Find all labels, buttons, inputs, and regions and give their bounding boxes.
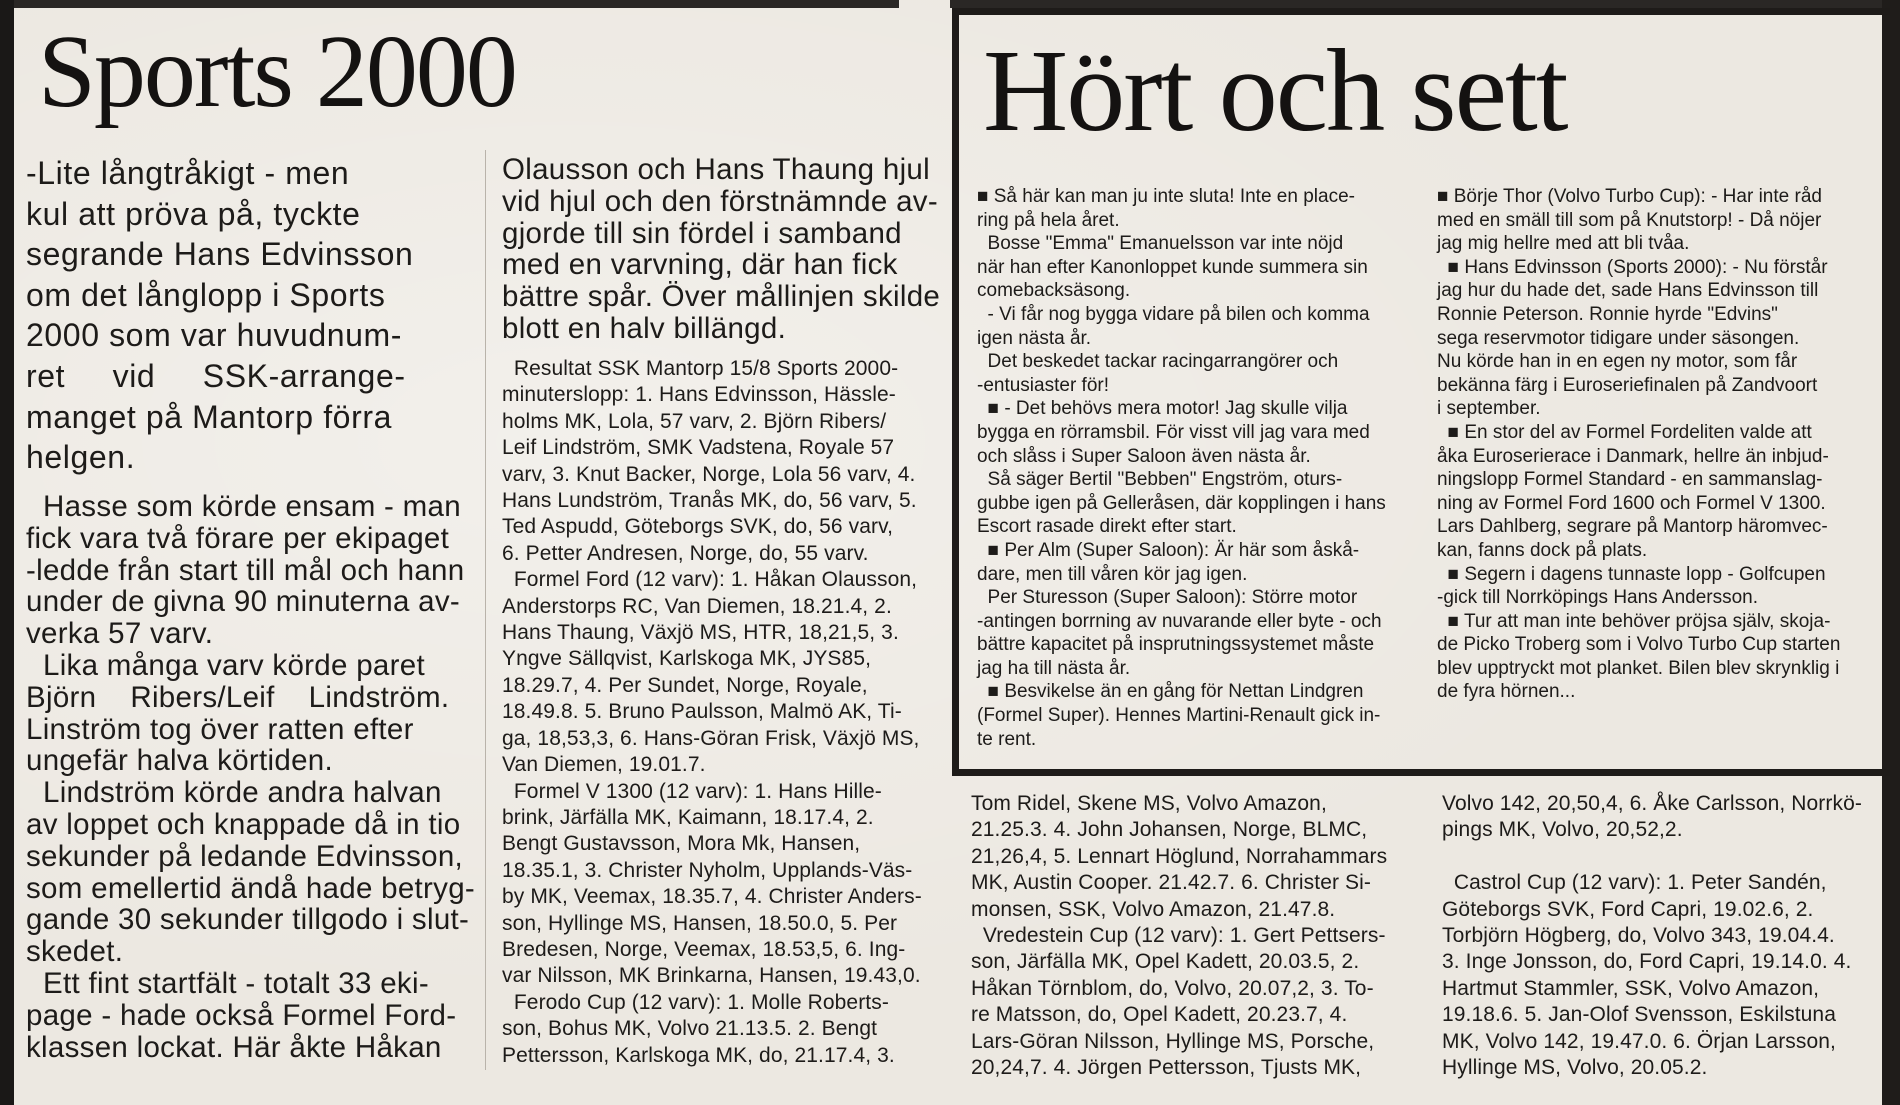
race-results-col4: Volvo 142, 20,50,4, 6. Åke Carlsson, Norrkö- pings MK, Volvo, 20,52,2. Castrol Cup (12 varv): 1. Peter Sandén, Göteborgs SVK, Ford Capri, 19.02.6, 2. Torbjörn Högberg, do, Volvo 343, 19.04.4. 3. Inge Jonsson, do, Ford Capri, 19.14.0. 4. Hartmut Stammler, SSK, Volvo Amazon, 19.18.6. 5. Jan-Olof Svensson, Eskilstuna MK, Volvo 142, 19.47.0. 6. Örjan Larsson, Hyllinge MS, Volvo, 20.05.2. — [1442, 792, 1862, 1080]
race-results-col3: Tom Ridel, Skene MS, Volvo Amazon, 21.25.3. 4. John Johansen, Norge, BLMC, 21,26,4, 5. Lennart Höglund, Norrahammars MK, Austin Cooper. 21.42.7. 6. Christer Si- monsen, SSK, Volvo Amazon, 21.47.8. Vredestein Cup (12 varv): 1. Gert Pettsers- son, Järfälla MK, Opel Kadett, 20.03.5, 2. Håkan Törnblom, do, Volvo, 20.07,2, 3. To- re Matsson, do, Opel Kadett, 20.23.7, 4. Lars-Göran Nilsson, Hyllinge MS, Porsche, 20,24,7. 4. Jörgen Pettersson, Tjusts MK, — [971, 792, 1388, 1080]
hort-och-sett-headline: Hört och sett — [983, 25, 1567, 156]
sports-2000-headline: Sports 2000 — [38, 14, 516, 129]
top-rule-right — [950, 0, 1900, 8]
article-body-col2: Olausson och Hans Thaung hjul vid hjul och den förstnämnde av- gjorde till sin fördel i samband med en varvning, där han fick bättre spår. Över mållinjen skilde blott en halv billängd. — [502, 153, 941, 345]
top-rule-left — [14, 0, 899, 8]
article-body-col1: Hasse som körde ensam - man fick vara två förare per ekipaget -ledde från start till mål och hann under de givna 90 minuterna av- verka 57 varv. Lika många varv körde paret Björn Ribers/Leif Lindström. Linström tog över ratten efter ungefär halva körtiden. Lindström körde andra halvan av loppet och knappade då in tio sekunder på ledande Edvinsson, som emellertid ändå hade betryg- gande 30 sekunder tillgodo i slut- skedet. Ett fint startfält - totalt 33 eki- page - hade också Formel Ford- klassen lockat. Här åkte Håkan — [26, 490, 476, 1064]
hort-och-sett-col1: ■ Så här kan man ju inte sluta! Inte en place- ring på hela året. Bosse "Emma" Emanuelsson var inte nöjd när han efter Kanonloppet kunde summera sin comebacksäsong. - Vi får nog bygga vidare på bilen och komma igen nästa år. Det beskedet tackar racingarrangörer och -entusiaster för! ■ - Det behövs mera motor! Jag skulle vilja bygga en rörramsbil. För visst vill jag vara med och slåss i Super Saloon även nästa år. Så säger Bertil "Bebben" Engström, oturs- gubbe igen på Gelleråsen, där kopplingen i hans Escort rasade direkt efter start. ■ Per Alm (Super Saloon): Är här som åskå- dare, men till våren kör jag igen. Per Sturesson (Super Saloon): Större motor -antingen borrning av nuvarande eller byte - och bättre kapacitet på insprutningssystemet måste jag ha till nästa år. ■ Besvikelse än en gång för Nettan Lindgren (Formel Super). Hennes Martini-Renault gick in- te rent. — [977, 186, 1386, 750]
race-results-col2: Resultat SSK Mantorp 15/8 Sports 2000- minuterslopp: 1. Hans Edvinsson, Hässle- holms MK, Lola, 57 varv, 2. Björn Ribers/ Leif Lindström, SMK Vadstena, Royale 57 varv, 3. Knut Backer, Norge, Lola 56 varv, 4. Hans Lundström, Tranås MK, do, 56 varv, 5. Ted Aspudd, Göteborgs SVK, do, 56 varv, 6. Petter Andresen, Norge, do, 55 varv. Formel Ford (12 varv): 1. Håkan Olausson, Anderstorps RC, Van Diemen, 18.21.4, 2. Hans Thaung, Växjö MS, HTR, 18,21,5, 3. Yngve Sällqvist, Karlskoga MK, JYS85, 18.29.7, 4. Per Sundet, Norge, Royale, 18.49.8. 5. Bruno Paulsson, Malmö AK, Ti- ga, 18,53,3, 6. Hans-Göran Frisk, Växjö MS, Van Diemen, 19.01.7. Formel V 1300 (12 varv): 1. Hans Hille- brink, Järfälla MK, Kaimann, 18.17.4, 2. Bengt Gustavsson, Mora Mk, Hansen, 18.35.1, 3. Christer Nyholm, Upplands-Väs- by MK, Veemax, 18.35.7, 4. Christer Anders- son, Hyllinge MS, Hansen, 18.50.0, 5. Per Bredesen, Norge, Veemax, 18.53,5, 6. Ing- var Nilsson, MK Brinkarna, Hansen, 19.43,0. Ferodo Cup (12 varv): 1. Molle Roberts- son, Bohus MK, Volvo 21.13.5. 2. Bengt Pettersson, Karlskoga MK, do, 21.17.4, 3. — [502, 357, 922, 1067]
box-bottom-rule — [952, 770, 1882, 776]
column-divider — [485, 150, 486, 1070]
article-lead-col1: -Lite långtråkigt - men kul att pröva på, tyckte segrande Hans Edvinsson om det långlopp i Sports 2000 som var huvudnum- ret vid SSK-arrange- manget på Mantorp förra helgen. — [26, 155, 414, 476]
hort-och-sett-col2: ■ Börje Thor (Volvo Turbo Cup): - Har inte råd med en smäll till som på Knutstorp! - Då nöjer jag mig hellre med att bli tvåa. ■ Hans Edvinsson (Sports 2000): - Nu förstår jag hur du hade det, sade Hans Edvinsson till Ronnie Peterson. Ronnie hyrde "Edvins" sega reservmotor tidigare under säsongen. Nu körde han in en egen ny motor, som får bekänna färg i Euroseriefinalen på Zandvoort i september. ■ En stor del av Formel Fordeliten valde att åka Euroserierace i Danmark, hellre än inbjud- ningslopp Formel Standard - en sammanslag- ning av Formel Ford 1600 och Formel V 1300. Lars Dahlberg, segrare på Mantorp häromvec- kan, fanns dock på plats. ■ Segern i dagens tunnaste lopp - Golfcupen -gick till Norrköpings Hans Andersson. ■ Tur att man inte behöver pröjsa själv, skoja- de Picko Troberg som i Volvo Turbo Cup starten blev upptryckt mot planket. Bilen blev skrynklig i de fyra hörnen... — [1437, 186, 1841, 703]
scan-left-edge — [0, 0, 14, 1105]
